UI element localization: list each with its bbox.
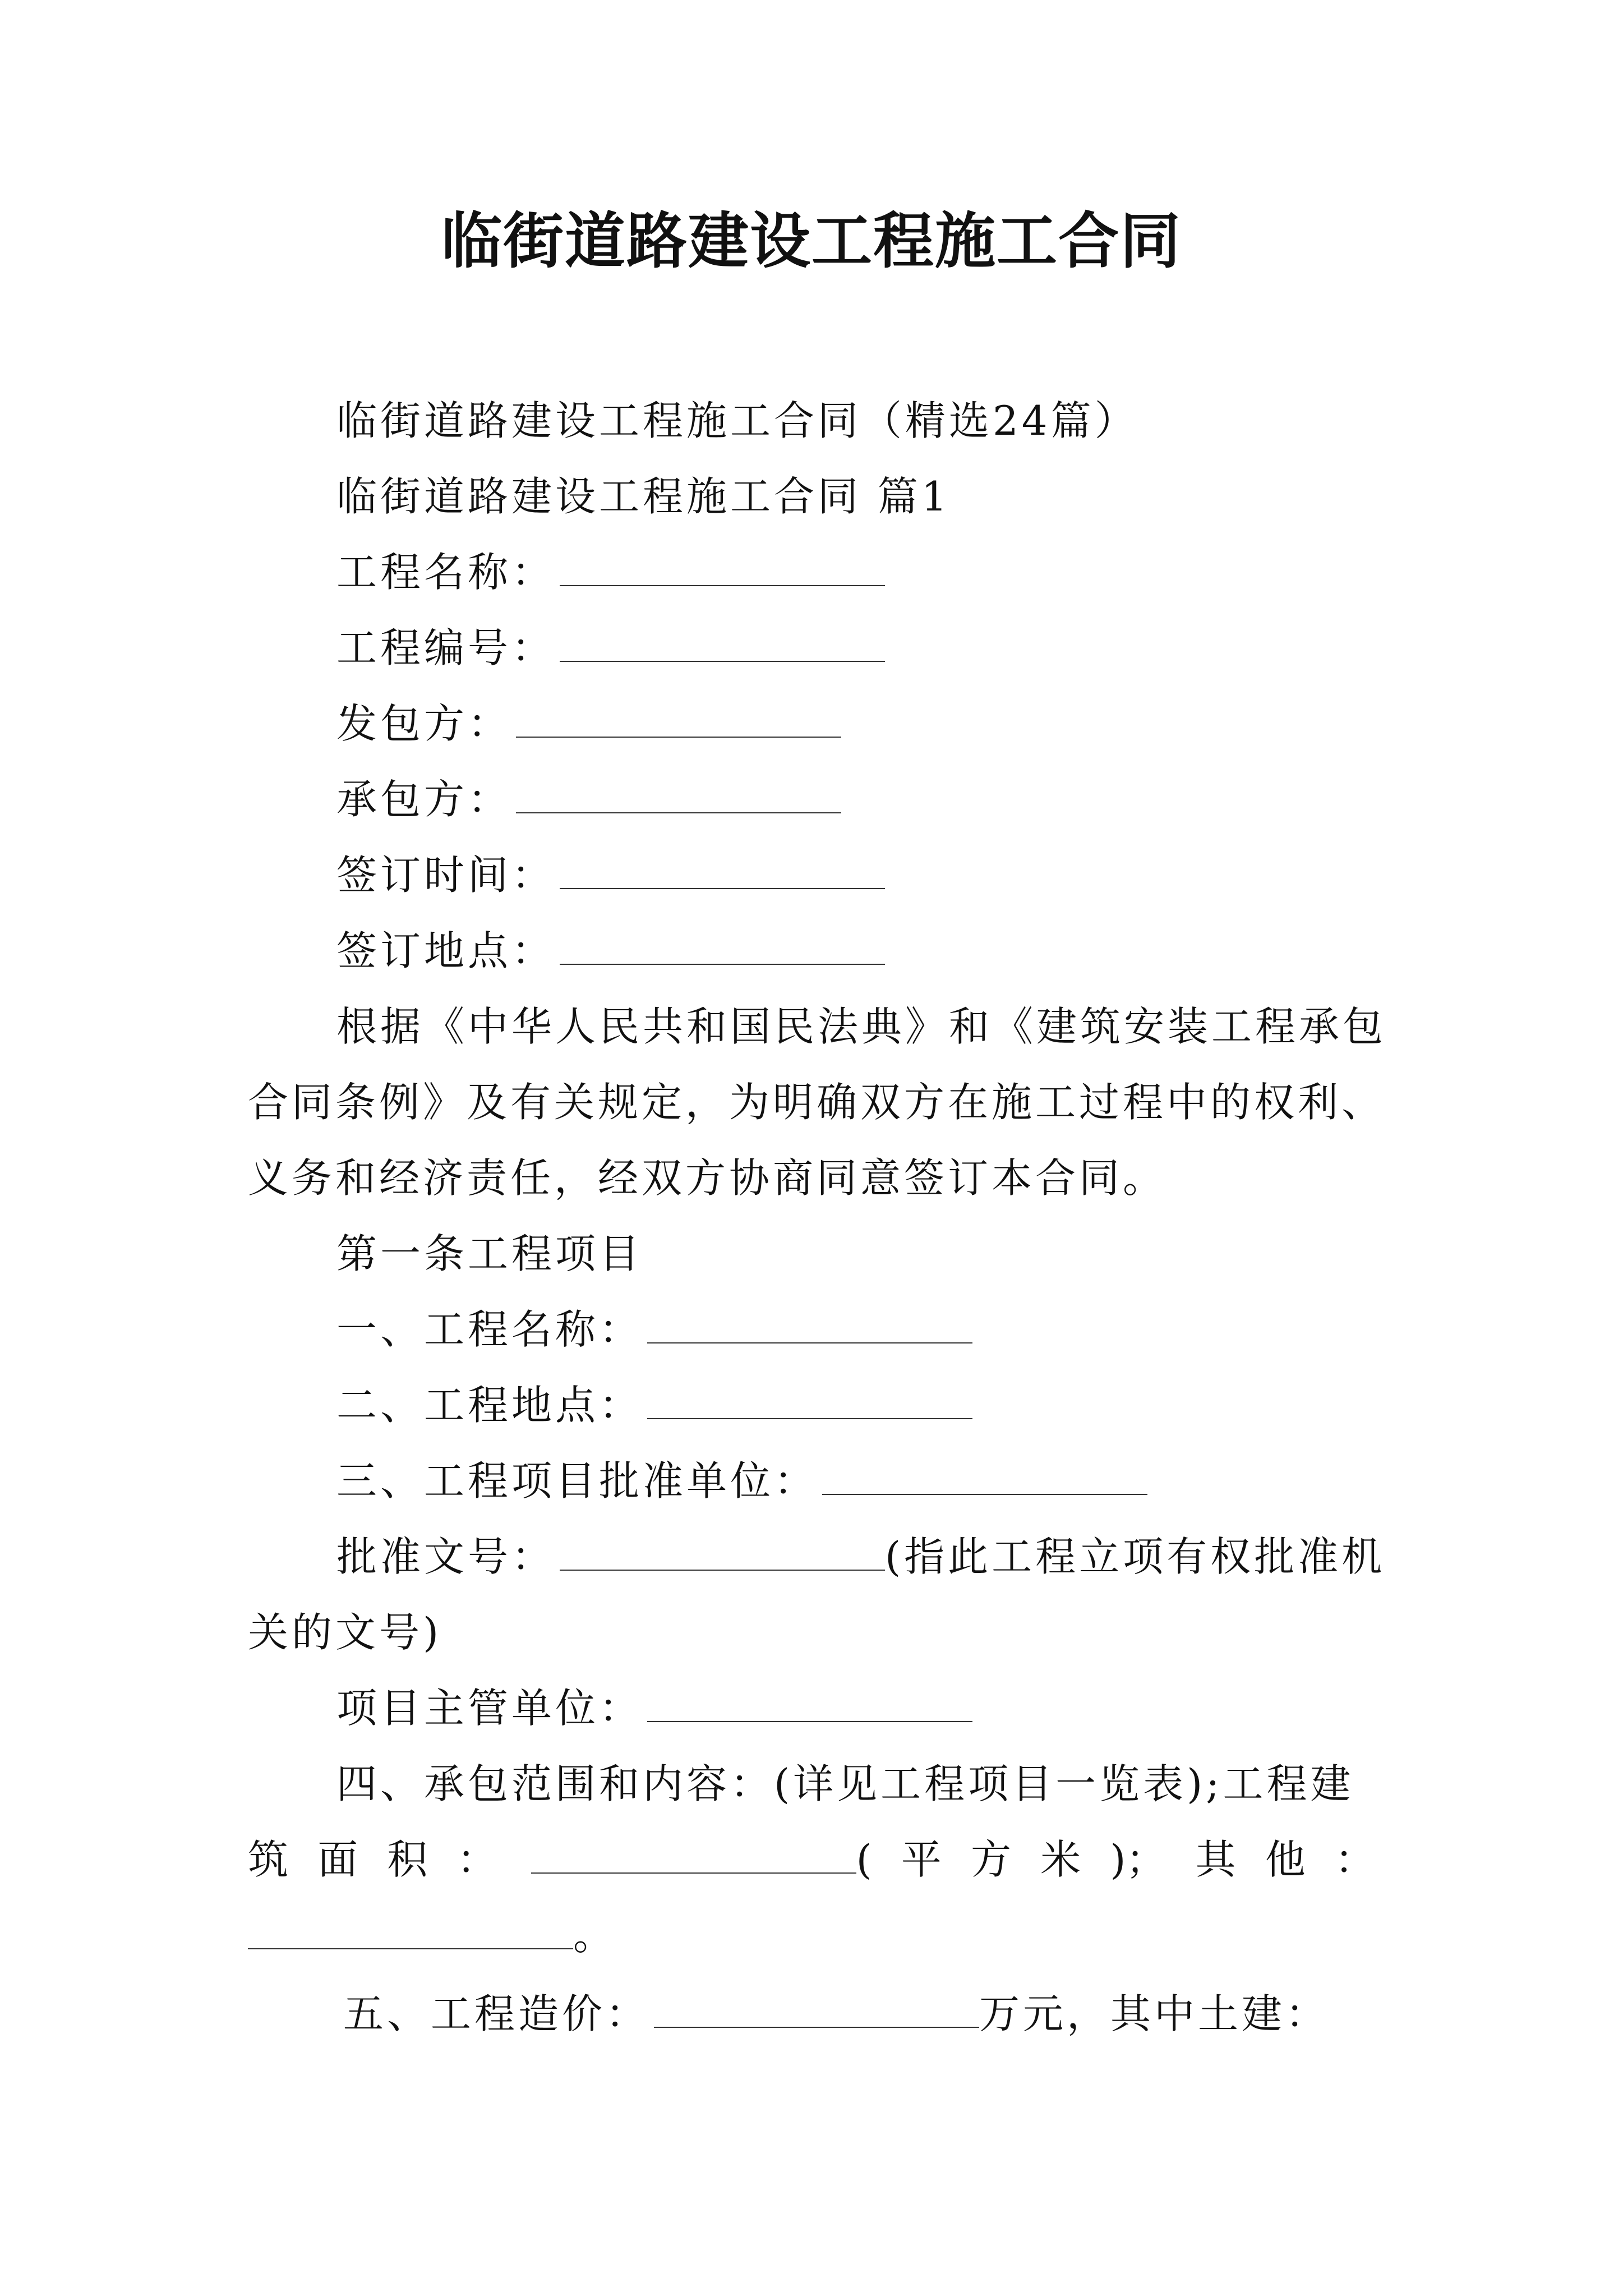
item-4-line-1: 四、承包范围和内容：(详见工程项目一览表);工程建 xyxy=(336,1760,1354,1807)
contractor-line xyxy=(336,771,841,827)
fill-blank xyxy=(560,885,885,889)
fill-blank xyxy=(516,809,841,813)
project-name-label: 工程名称： xyxy=(336,549,556,596)
fill-blank xyxy=(560,1566,885,1571)
approval-note-continuation: 关的文号) xyxy=(248,1609,442,1656)
fill-blank xyxy=(531,1869,856,1874)
item-4-line-2 xyxy=(248,1832,1375,1888)
fill-blank xyxy=(822,1490,1147,1495)
document-title: 临街道路建设工程施工合同 xyxy=(441,206,1182,277)
sign-place-label: 签订地点： xyxy=(336,927,556,974)
unit-char: )； xyxy=(1110,1836,1166,1883)
project-name-line xyxy=(336,544,885,600)
project-number-line xyxy=(336,620,885,676)
open-paren: ( xyxy=(856,1836,872,1883)
fill-blank xyxy=(560,582,885,586)
other-char: ： xyxy=(1334,1836,1375,1883)
area-char: 面 xyxy=(317,1836,358,1883)
area-char: ： xyxy=(457,1836,497,1883)
approval-number-label: 批准文号： xyxy=(336,1533,556,1580)
sign-time-line xyxy=(336,847,885,903)
supervisor-label: 项目主管单位： xyxy=(336,1685,643,1732)
unit-char: 米 xyxy=(1040,1836,1081,1883)
part-heading: 临街道路建设工程施工合同 篇1 xyxy=(336,473,951,520)
other-char: 他 xyxy=(1265,1836,1306,1883)
supervisor-line xyxy=(336,1680,972,1736)
preamble-line-2: 合同条例》及有关规定，为明确双方在施工过程中的权利、 xyxy=(248,1079,1386,1126)
item-1-label: 一、工程名称： xyxy=(336,1306,643,1353)
fill-blank xyxy=(647,1415,972,1419)
other-char: 其 xyxy=(1195,1836,1236,1883)
item-5-suffix: 万元，其中土建： xyxy=(979,1990,1330,2037)
item-2-line xyxy=(336,1377,972,1433)
fill-blank xyxy=(654,2023,979,2028)
sign-time-label: 签订时间： xyxy=(336,852,556,899)
item-5-label: 五、工程造价： xyxy=(343,1990,650,2037)
area-blank-group xyxy=(527,1832,872,1888)
unit-char: 方 xyxy=(971,1836,1012,1883)
article-1-heading: 第一条工程项目 xyxy=(336,1230,643,1277)
approval-note: (指此工程立项有权批准机 xyxy=(885,1533,1386,1580)
item-3-line xyxy=(336,1453,1147,1509)
employer-line xyxy=(336,696,841,752)
fill-blank xyxy=(647,1339,972,1343)
item-5-line xyxy=(343,1986,1329,2042)
fill-blank xyxy=(560,960,885,965)
preamble-line-3: 义务和经济责任，经双方协商同意签订本合同。 xyxy=(248,1154,1167,1202)
fill-blank xyxy=(516,733,841,738)
item-1-line xyxy=(336,1301,972,1358)
area-char: 积 xyxy=(387,1836,428,1883)
fill-blank xyxy=(647,1718,972,1722)
approval-number-line xyxy=(336,1529,1385,1585)
item-2-label: 二、工程地点： xyxy=(336,1382,643,1429)
item-3-label: 三、工程项目批准单位： xyxy=(336,1457,818,1504)
area-char: 筑 xyxy=(248,1836,289,1883)
sign-place-line xyxy=(336,923,885,979)
fill-blank xyxy=(248,1945,573,1949)
fill-blank xyxy=(560,657,885,662)
preamble-line-1: 根据《中华人民共和国民法典》和《建筑安装工程承包 xyxy=(336,1003,1387,1050)
employer-label: 发包方： xyxy=(336,700,512,747)
item-4-line-3 xyxy=(248,1907,617,1963)
period: 。 xyxy=(573,1912,617,1959)
contractor-label: 承包方： xyxy=(336,776,512,823)
unit-char: 平 xyxy=(901,1836,942,1883)
project-number-label: 工程编号： xyxy=(336,624,556,671)
subtitle-line: 临街道路建设工程施工合同（精选24篇） xyxy=(336,397,1138,444)
